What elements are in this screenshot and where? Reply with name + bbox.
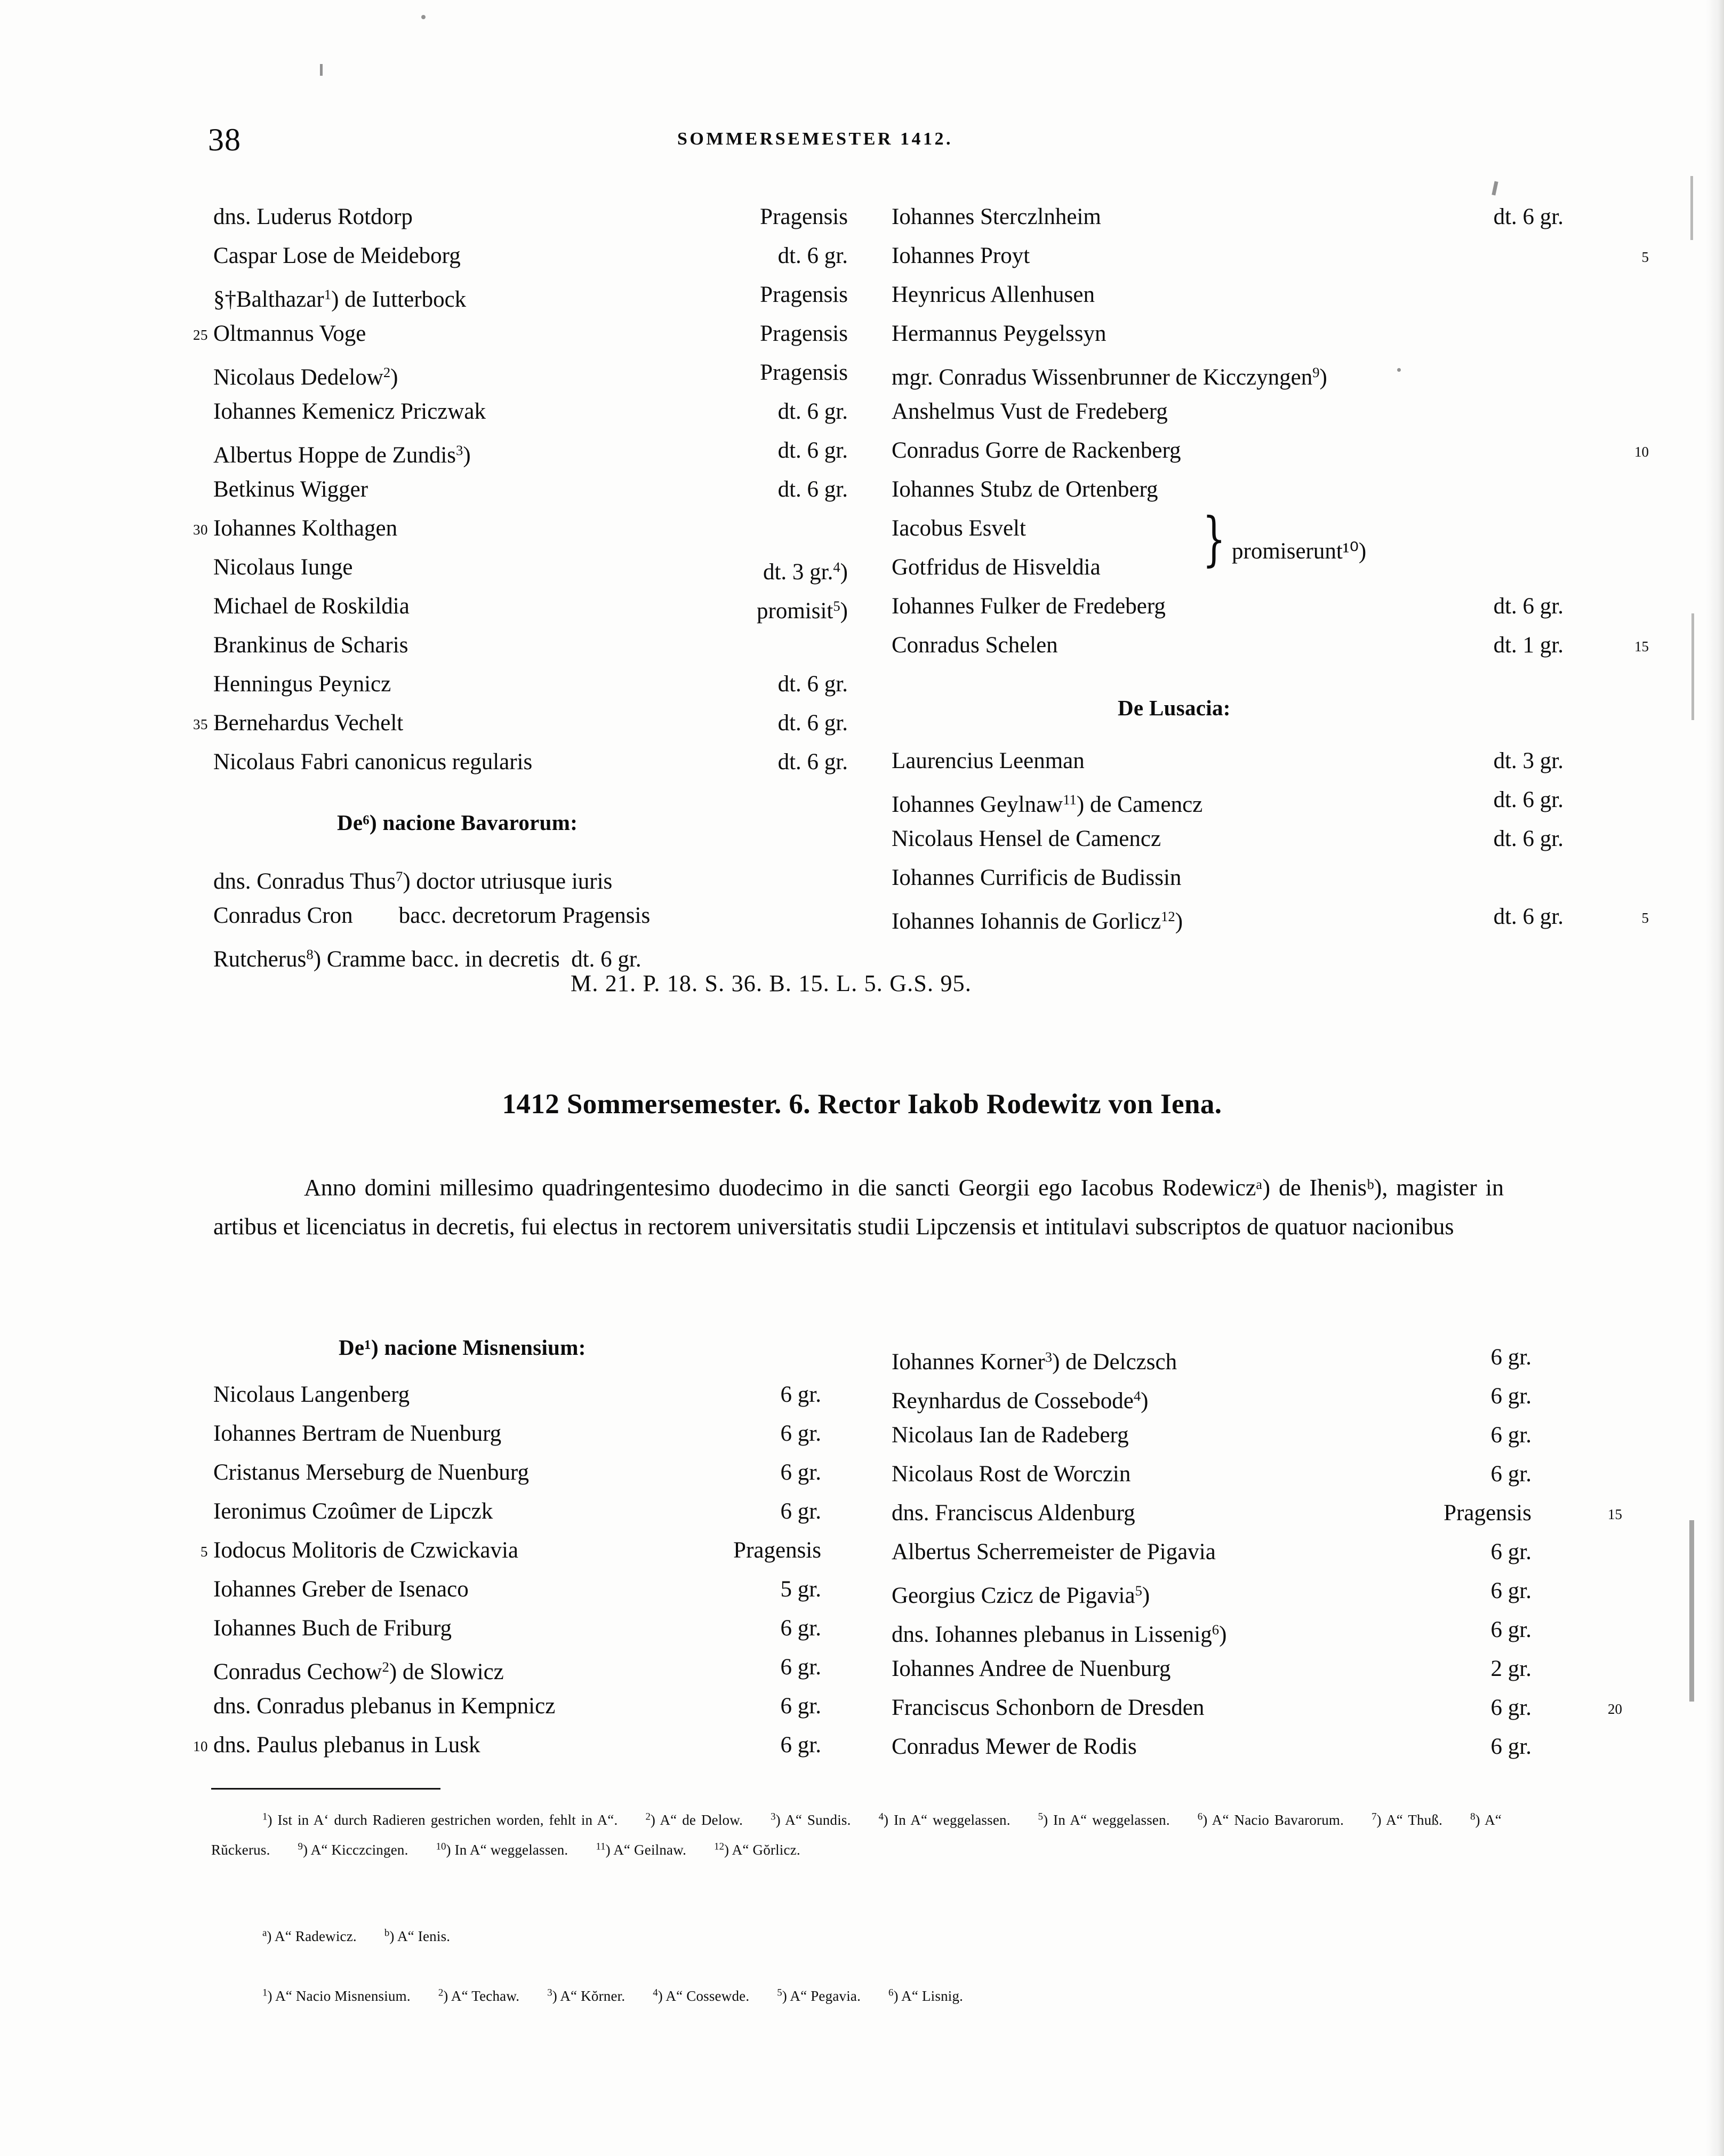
fee-value: 6 gr. xyxy=(1490,1695,1531,1720)
matriculation-row xyxy=(892,1416,1531,1455)
matriculation-row xyxy=(892,1455,1531,1494)
running-head-title: SOMMERSEMESTER 1412. xyxy=(677,129,953,149)
matriculation-row xyxy=(892,626,1649,665)
student-name: Hermannus Peygelssyn xyxy=(892,321,1106,346)
student-name: Iohannes Sterczlnheim xyxy=(892,204,1101,229)
rector-intro-paragraph: Anno domini millesimo quadringentesimo duodecimo in die sancti Georgii ego Iacobus Rodewiczᵃ) de Ihenisᵇ), magister in artibus et licenciatus in decretis, fui electus in rectorem universitatis studii Lipczensis et intitulavi subscriptos de quatuor nacionibus xyxy=(213,1175,1504,1240)
scan-speck xyxy=(1691,613,1694,720)
student-name: Nicolaus Ian de Radeberg xyxy=(892,1423,1129,1448)
matriculation-row xyxy=(193,509,816,548)
scan-speck xyxy=(320,64,323,76)
student-name: Cristanus Merseburg de Nuenburg xyxy=(213,1460,529,1485)
student-name: Iohannes Korner$^3$) de Delczsch xyxy=(892,1349,1177,1375)
student-name: Iohannes Stubz de Ortenberg xyxy=(892,477,1158,502)
fee-value: 6 gr. xyxy=(1490,1384,1531,1409)
matriculation-row xyxy=(892,1338,1531,1377)
scan-edge-shadow xyxy=(1706,0,1724,2156)
matriculation-row xyxy=(892,1494,1622,1532)
line-number: 5 xyxy=(201,1544,208,1560)
fee-value: 6 gr. xyxy=(1490,1345,1531,1370)
matriculation-row xyxy=(892,819,1563,858)
student-name: Anshelmus Vust de Fredeberg xyxy=(892,399,1168,424)
student-name: Bernehardus Vechelt xyxy=(213,710,404,736)
student-name: Iohannes Greber de Isenaco xyxy=(213,1577,469,1602)
student-name: Oltmannus Voge xyxy=(213,321,366,346)
fee-value: 6 gr. xyxy=(780,1460,821,1485)
student-name: Conradus Schelen xyxy=(892,633,1058,658)
margin-line-number: 20 xyxy=(1608,1701,1622,1717)
promiserunt-brace: } xyxy=(1202,505,1226,573)
footnote-separator-rule xyxy=(211,1788,440,1790)
bavarorum-entry: Rutcherus$^8$) Cramme bacc. in decretis dt. 6 gr. xyxy=(213,946,642,972)
line-number: 10 xyxy=(193,1738,208,1754)
student-name: Iohannes Bertram de Nuenburg xyxy=(213,1421,502,1446)
footnote-group-letters: $^a$) A“ Radewicz. $^b$) A“ Ienis. xyxy=(262,1928,451,1945)
scan-speck xyxy=(1492,181,1498,196)
matriculation-row xyxy=(213,1570,821,1609)
matriculation-row xyxy=(892,197,1563,236)
matriculation-row xyxy=(892,1532,1531,1571)
student-name: dns. Luderus Rotdorp xyxy=(213,204,413,229)
fee-value: 2 gr. xyxy=(1490,1656,1531,1681)
student-name: Conradus Cechow$^2$) de Slowicz xyxy=(213,1659,504,1684)
margin-line-number: 15 xyxy=(1634,638,1649,654)
matriculation-row xyxy=(892,236,1649,275)
fee-value: Pragensis xyxy=(760,360,848,385)
student-name: mgr. Conradus Wissenbrunner de Kicczyngen$^9$) xyxy=(892,364,1327,390)
student-name: Conradus Gorre de Rackenberg xyxy=(892,438,1181,463)
faculty-tally-line: M. 21. P. 18. S. 36. B. 15. L. 5. G.S. 95. xyxy=(571,970,972,996)
matriculation-row xyxy=(892,858,1489,897)
matriculation-list-1-left xyxy=(193,197,848,781)
student-name: Laurencius Leenman xyxy=(892,748,1085,773)
student-name: Ieronimus Czoûmer de Lipczk xyxy=(213,1499,493,1524)
matriculation-row xyxy=(213,742,848,781)
matriculation-row xyxy=(213,236,848,275)
fee-value: dt. 6 gr. xyxy=(777,477,848,502)
matriculation-list-2-left xyxy=(193,1375,821,1764)
lusacia-list xyxy=(892,741,1649,936)
fee-value: dt. 6 gr. xyxy=(777,243,848,268)
footnote-group-numeric-1: $^1$) Ist in A‘ durch Radieren gestrichen worden, fehlt in A“. $^2$) A“ de Delow. $^3$) A“ Sundis. $^4$) In A“ weggelassen. $^5$) In A“ weggelassen. $^6$) A“ Nacio Bavarorum. $^7$) A“ Thuß. $^8$) A“ Rŭckerus. $^9$) A“ Kicczcingen. $^{10}$) In A“ weggelassen. $^{11}$) A“ Geilnaw. $^{12}$) A“ Gŏrlicz. xyxy=(211,1811,1502,1858)
fee-value: Pragensis xyxy=(760,204,848,229)
student-name: Iohannes Andree de Nuenburg xyxy=(892,1656,1171,1681)
fee-value: dt. 6 gr. xyxy=(1493,904,1563,929)
fee-value: 6 gr. xyxy=(780,1655,821,1680)
matriculation-row xyxy=(892,548,1489,587)
margin-line-number: 15 xyxy=(1608,1506,1622,1522)
fee-value: 6 gr. xyxy=(1490,1462,1531,1487)
matriculation-row xyxy=(892,392,1489,431)
fee-value: dt. 6 gr. xyxy=(1493,787,1563,812)
student-name: Nicolaus Langenberg xyxy=(213,1382,410,1407)
matriculation-row xyxy=(193,314,848,353)
student-name: dns. Paulus plebanus in Lusk xyxy=(213,1732,480,1758)
matriculation-row xyxy=(213,1375,821,1414)
student-name: Franciscus Schonborn de Dresden xyxy=(892,1695,1205,1720)
student-name: Albertus Scherremeister de Pigavia xyxy=(892,1539,1216,1564)
running-head xyxy=(0,122,1724,159)
fee-value: Pragensis xyxy=(760,321,848,346)
scan-speck xyxy=(1690,176,1693,240)
student-name: Iohannes Buch de Friburg xyxy=(213,1616,452,1641)
fee-value: Pragensis xyxy=(733,1538,821,1563)
matriculation-row xyxy=(193,1726,821,1764)
fee-value: 6 gr. xyxy=(780,1616,821,1641)
student-name: Nicolaus Fabri canonicus regularis xyxy=(213,749,533,774)
student-name: dns. Conradus plebanus in Kempnicz xyxy=(213,1694,556,1719)
matriculation-row xyxy=(213,1492,821,1531)
matriculation-row xyxy=(892,1571,1531,1610)
fee-value: dt. 6 gr. xyxy=(1493,204,1563,229)
student-name: Betkinus Wigger xyxy=(213,477,368,502)
student-name: Iohannes Geylnaw$^{11}$) de Camencz xyxy=(892,792,1203,817)
student-name: Iacobus Esvelt xyxy=(892,516,1026,541)
fee-value: dt. 6 gr. xyxy=(777,749,848,774)
fee-value: Pragensis xyxy=(760,282,848,307)
student-name: Michael de Roskildia xyxy=(213,594,410,619)
student-name: Albertus Hoppe de Zundis$^3$) xyxy=(213,442,471,468)
section-caption-misnensium: De¹) nacione Misnensium: xyxy=(339,1335,586,1360)
bavarorum-lines xyxy=(213,857,843,974)
matriculation-row xyxy=(892,587,1563,626)
fee-value: dt. 3 gr.$^4$) xyxy=(763,559,848,585)
margin-line-number: 5 xyxy=(1641,910,1649,926)
student-name: Conradus Mewer de Rodis xyxy=(892,1734,1137,1759)
matriculation-row xyxy=(213,470,848,509)
promiserunt-label: promiserunt¹⁰) xyxy=(1232,539,1367,564)
fee-value: 6 gr. xyxy=(1490,1578,1531,1603)
student-name: Georgius Czicz de Pigavia$^5$) xyxy=(892,1583,1150,1608)
student-name: Iohannes Proyt xyxy=(892,243,1030,268)
matriculation-row xyxy=(892,741,1563,780)
section-caption-lusacia: De Lusacia: xyxy=(1118,696,1231,720)
fee-value: 6 gr. xyxy=(1490,1617,1531,1642)
line-number: 30 xyxy=(193,522,208,538)
fee-value: 6 gr. xyxy=(780,1732,821,1758)
student-name: Iodocus Molitoris de Czwickavia xyxy=(213,1538,519,1563)
matriculation-row xyxy=(193,704,848,742)
fee-value: promisit$^5$) xyxy=(757,598,848,624)
matriculation-row xyxy=(213,392,848,431)
matriculation-row xyxy=(201,1531,821,1570)
matriculation-row xyxy=(213,431,848,470)
fee-value: dt. 6 gr. xyxy=(777,710,848,736)
matriculation-row xyxy=(892,1727,1531,1766)
matriculation-row xyxy=(892,275,1489,314)
matriculation-row xyxy=(213,548,848,587)
matriculation-list-2-right xyxy=(892,1338,1622,1766)
student-name: Henningus Peynicz xyxy=(213,672,391,697)
matriculation-row xyxy=(213,1414,821,1453)
matriculation-row xyxy=(892,1649,1531,1688)
matriculation-row xyxy=(892,1610,1531,1649)
fee-value: 6 gr. xyxy=(1490,1734,1531,1759)
student-name: Gotfridus de Hisveldia xyxy=(892,555,1101,580)
fee-value: dt. 6 gr. xyxy=(1493,594,1563,619)
matriculation-list-1-right xyxy=(892,197,1649,665)
student-name: Iohannes Kemenicz Priczwak xyxy=(213,399,486,424)
student-name: Nicolaus Rost de Worczin xyxy=(892,1462,1131,1487)
fee-value: dt. 6 gr. xyxy=(1493,826,1563,851)
line-number: 35 xyxy=(193,716,208,732)
student-name: Nicolaus Iunge xyxy=(213,555,353,580)
matriculation-row xyxy=(892,780,1563,819)
fee-value: 6 gr. xyxy=(1490,1539,1531,1564)
semester-heading: 1412 Sommersemester. 6. Rector Iakob Rodewitz von Iena. xyxy=(502,1089,1222,1120)
matriculation-row xyxy=(892,314,1489,353)
matriculation-row xyxy=(892,1688,1622,1727)
student-name: Iohannes Fulker de Fredeberg xyxy=(892,594,1166,619)
bavarorum-entry: dns. Conradus Thus$^7$) doctor utriusque iuris xyxy=(213,868,613,894)
matriculation-row xyxy=(892,470,1489,509)
fee-value: 6 gr. xyxy=(780,1694,821,1719)
matriculation-row xyxy=(213,353,848,392)
matriculation-row xyxy=(213,587,848,626)
matriculation-row xyxy=(892,1377,1531,1416)
section-caption-bavarorum: De⁶) nacione Bavarorum: xyxy=(337,810,578,835)
student-name: Reynhardus de Cossebode$^4$) xyxy=(892,1388,1149,1414)
matriculation-row xyxy=(213,1453,821,1492)
fee-value: 6 gr. xyxy=(780,1421,821,1446)
fee-value: 5 gr. xyxy=(780,1577,821,1602)
fee-value: Pragensis xyxy=(1444,1500,1531,1526)
fee-value: dt. 6 gr. xyxy=(777,672,848,697)
student-name: Nicolaus Hensel de Camencz xyxy=(892,826,1161,851)
matriculation-row xyxy=(892,431,1649,470)
matriculation-row xyxy=(213,665,848,704)
student-name: Iohannes Kolthagen xyxy=(213,516,398,541)
matriculation-row xyxy=(213,197,848,236)
bavarorum-entry: Conradus Cron bacc. decretorum Pragensis xyxy=(213,903,651,928)
matriculation-row xyxy=(892,897,1649,936)
fee-value: 6 gr. xyxy=(780,1382,821,1407)
fee-value: dt. 6 gr. xyxy=(777,399,848,424)
student-name: Brankinus de Scharis xyxy=(213,633,408,658)
student-name: Caspar Lose de Meideborg xyxy=(213,243,461,268)
student-name: Iohannes Iohannis de Gorlicz$^{12}$) xyxy=(892,908,1183,934)
student-name: dns. Franciscus Aldenburg xyxy=(892,1500,1135,1526)
matriculation-row xyxy=(213,1687,821,1726)
student-name: §†Balthazar$^1$) de Iutterbock xyxy=(213,286,467,312)
student-name: Iohannes Currificis de Budissin xyxy=(892,865,1182,890)
student-name: dns. Iohannes plebanus in Lissenig$^6$) xyxy=(892,1622,1227,1647)
fee-value: dt. 1 gr. xyxy=(1493,633,1563,658)
margin-line-number: 5 xyxy=(1641,249,1649,265)
student-name: Nicolaus Dedelow$^2$) xyxy=(213,364,398,390)
fee-value: 6 gr. xyxy=(780,1499,821,1524)
footnote-group-numeric-2: $^1$) A“ Nacio Misnensium. $^2$) A“ Techaw. $^3$) A“ Kŏrner. $^4$) A“ Cossewde. $^5$) A“ Pegavia. $^6$) A“ Lisnig. xyxy=(262,1987,964,2005)
matriculation-row xyxy=(213,1609,821,1648)
scan-speck xyxy=(421,15,426,19)
line-number: 25 xyxy=(193,327,208,343)
matriculation-row xyxy=(213,1648,821,1687)
page-number: 38 xyxy=(208,122,241,157)
matriculation-row xyxy=(213,275,848,314)
matriculation-row xyxy=(892,353,1489,392)
scan-speck xyxy=(1689,1520,1694,1702)
fee-value: dt. 3 gr. xyxy=(1493,748,1563,773)
matriculation-row xyxy=(213,626,816,665)
fee-value: 6 gr. xyxy=(1490,1423,1531,1448)
fee-value: dt. 6 gr. xyxy=(777,438,848,463)
student-name: Heynricus Allenhusen xyxy=(892,282,1095,307)
matriculation-row xyxy=(892,509,1489,548)
margin-line-number: 10 xyxy=(1634,444,1649,460)
